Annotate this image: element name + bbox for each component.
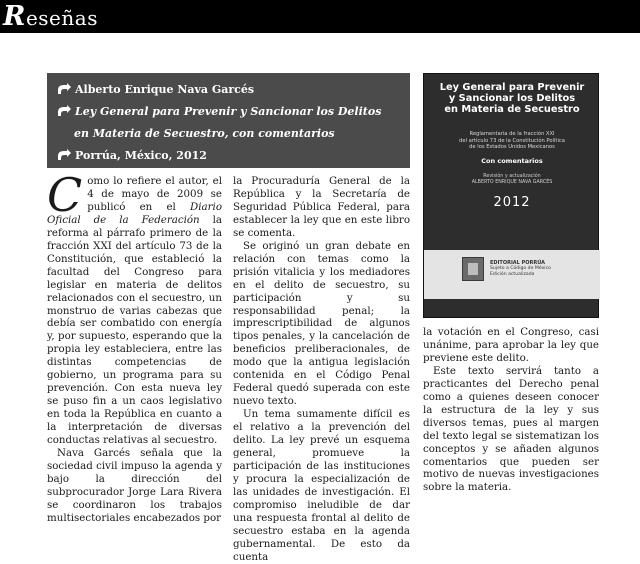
cover-publisher-line: Sujeto a Código de México	[490, 266, 551, 271]
paragraph-text: la reforma al párrafo primero de la fracción XXI del artículo 73 de la Constitución, que estableció la facultad del Congreso para legislar en materia de delitos relacionados con el secuestro, un monstruo de varias cabezas que debía ser combatido con energía y, por supuesto, esperando que la propia ley estableciera, entre las distintas competencias de gobierno, un programa para su prevención. Con esta nueva ley se puso fin a un caos legislativo en toda la República en cuanto a la interpretación de diversas conductas relativas al secuestro.	[47, 213, 222, 447]
arrow-bullet-icon	[57, 84, 72, 95]
paragraph-text: omo lo refiere el autor, el 4 de mayo de 2009 se publicó en el	[87, 175, 222, 213]
cover-subtitle-line: Reglamentaria de la fracción XXI	[469, 131, 555, 137]
review-title-line	[57, 101, 400, 121]
review-book-title-2: en Materia de Secuestro, con comentarios	[74, 126, 335, 140]
paragraph	[47, 168, 222, 447]
cover-author	[432, 174, 592, 186]
paragraph-emphasis: Diario Oficial de la Federación	[47, 200, 222, 226]
article-column-2	[233, 175, 410, 564]
article-column-3	[423, 326, 599, 494]
cover-subtitle	[432, 131, 592, 151]
paragraph: la Procuraduría General de la República y la Secretaría de Seguridad Pública Federal, para establecer la ley que en este libro se comenta.	[233, 175, 410, 239]
review-author-line	[57, 79, 400, 99]
drop-cap: C	[47, 168, 83, 222]
cover-publisher-line: Edición actualizada	[490, 272, 535, 277]
review-publisher: Porrúa, México, 2012	[75, 148, 207, 162]
arrow-bullet-icon	[57, 106, 72, 117]
paragraph: Se originó un gran debate en relación con temas como la prisión vitalicia y los mediadores en el delito de secuestro, su participación y su responsabilidad penal; la imprescriptibilidad de algunos tipos penales, y la cancelación de beneficios preliberacionales, de modo que la antigua legislación contenida en el Código Penal Federal quedó superada con este nuevo texto.	[233, 239, 410, 408]
review-info-box	[47, 73, 410, 168]
cover-title	[424, 82, 600, 115]
cover-author-line: ALBERTO ENRIQUE NAVA GARCÉS	[471, 180, 553, 185]
cover-title-line: en Materia de Secuestro	[444, 104, 580, 115]
cover-subtitle-line: de los Estados Unidos Mexicanos	[469, 144, 555, 151]
section-title	[3, 0, 98, 33]
cover-author-line: Revisión y actualización	[483, 174, 541, 179]
cover-publisher-line: EDITORIAL PORRÚA	[490, 260, 545, 266]
cover-title-line: Ley General para Prevenir	[439, 82, 585, 93]
cover-year: 2012	[493, 195, 531, 210]
cover-comments: Con comentarios	[481, 157, 543, 165]
section-title-cap: R	[3, 1, 26, 32]
book-cover-image	[423, 73, 599, 318]
cover-title-line: y Sancionar los Delitos	[448, 93, 576, 104]
paragraph: la votación en el Congreso, casi unánime, para aprobar la ley que previene este delito.	[423, 326, 599, 364]
review-title-line-2	[57, 123, 400, 143]
arrow-bullet-icon	[57, 150, 72, 161]
article-column-1	[47, 168, 222, 525]
review-book-title-1: Ley General para Prevenir y Sancionar los Delitos	[75, 104, 382, 118]
publisher-logo-icon	[462, 257, 484, 281]
paragraph: Nava Garcés señala que la sociedad civil impuso la agenda y bajo la dirección del subprocurador Jorge Lara Rivera se coordinaron los trabajos multisectoriales encabezados por	[47, 447, 222, 524]
paragraph: Este texto servirá tanto a practicantes del Derecho penal como a quienes deseen conocer la estructura de la ley y sus diversos temas, pues al margen del texto legal se sistematizan los conceptos y se añaden algunos comentarios que pueden ser motivo de nuevas investigaciones sobre la materia.	[423, 364, 599, 494]
review-publisher-line	[57, 145, 400, 165]
section-title-rest: eseñas	[25, 6, 98, 30]
cover-publisher	[490, 260, 590, 278]
cover-subtitle-line: del artículo 73 de la Constitución Política	[459, 137, 565, 144]
section-header-bar	[0, 0, 640, 33]
review-author: Alberto Enrique Nava Garcés	[75, 82, 255, 96]
paragraph: Un tema sumamente difícil es el relativo a la prevención del delito. La ley prevé un esquema general, promueve la participación de las instituciones y procura la especialización de las unidades de investigación. El compromiso ineludible de dar una respuesta frontal al delito de secuestro estaba en la agenda gubernamental. De esto da cuenta	[233, 408, 410, 563]
